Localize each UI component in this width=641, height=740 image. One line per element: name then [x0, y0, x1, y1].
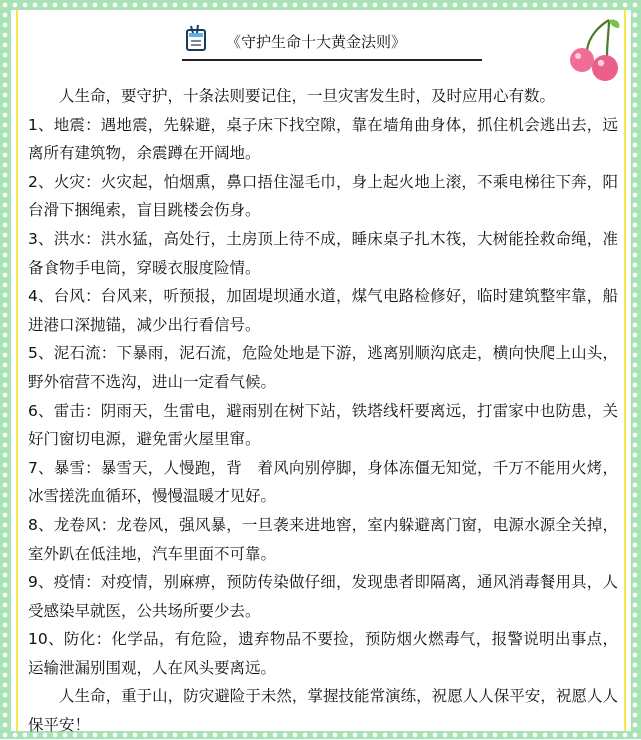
rule-paragraph: 4、台风：台风来，听预报，加固堤坝通水道，煤气电路检修好，临时建筑整牢靠，船进港口深抛锚，减少出行看信号。	[28, 287, 618, 334]
article-body	[28, 82, 618, 740]
rule-paragraph: 8、龙卷风：龙卷风，强风暴，一旦袭来进地窖，室内躲避离门窗，电源水源全关掉，室外趴在低洼地，汽车里面不可靠。	[28, 515, 618, 563]
cherry-icon	[565, 16, 623, 84]
page-title: 《守护生命十大黄金法则》	[226, 33, 407, 51]
rule-paragraph: 3、洪水：洪水猛，高处行，土房顶上待不成，睡床桌子扎木筏，大树能拴救命绳，准备食物手电筒，穿暖衣服度险情。	[28, 229, 618, 277]
title-underline	[182, 59, 482, 61]
intro-paragraph: 人生命，要守护，十条法则要记住，一旦灾害发生时，及时应用心有数。	[59, 87, 556, 105]
page-paper	[11, 10, 631, 735]
rule-paragraph: 6、雷击：阴雨天，生雷电，避雨别在树下站，铁塔线杆要离远，打雷家中也防患，关好门窗切电源，避免雷火屋里窜。	[28, 401, 618, 449]
closing-paragraph: 人生命，重于山，防灾避险于未然，掌握技能常演练，祝愿人人保平安，祝愿人人保平安！	[28, 687, 618, 735]
rule-paragraph: 10、防化：化学品，有危险，遗弃物品不要捡，预防烟火燃毒气，报警说明出事点，运输泄漏别围观，人在风头要离远。	[28, 630, 618, 677]
rule-paragraph: 9、疫情：对疫情，别麻痹，预防传染做仔细，发现患者即隔离，通风消毒餐用具，人受感染早就医，公共场所要少去。	[28, 573, 618, 620]
rule-paragraph: 5、泥石流：下暴雨，泥石流，危险处地是下游，逃离别顺沟底走，横向快爬上山头，野外宿营不选沟，进山一定看气候。	[28, 344, 618, 391]
page-header	[182, 22, 482, 60]
pencil-cup-icon	[182, 24, 210, 54]
rule-paragraph: 2、火灾：火灾起，怕烟熏，鼻口捂住湿毛巾，身上起火地上滚，不乘电梯往下奔，阳台滑下捆绳索，盲目跳楼会伤身。	[28, 172, 618, 220]
left-yellow-stripe	[16, 10, 18, 731]
rule-paragraph: 7、暴雪：暴雪天，人慢跑，背 着风向别停脚，身体冻僵无知觉，千万不能用火烤，冰雪搓洗血循环，慢慢温暖才见好。	[28, 458, 618, 506]
right-yellow-stripe	[624, 10, 626, 731]
rule-paragraph: 1、地震：遇地震，先躲避，桌子床下找空隙，靠在墙角曲身体，抓住机会逃出去，远离所有建筑物，余震蹲在开阔地。	[28, 115, 618, 163]
